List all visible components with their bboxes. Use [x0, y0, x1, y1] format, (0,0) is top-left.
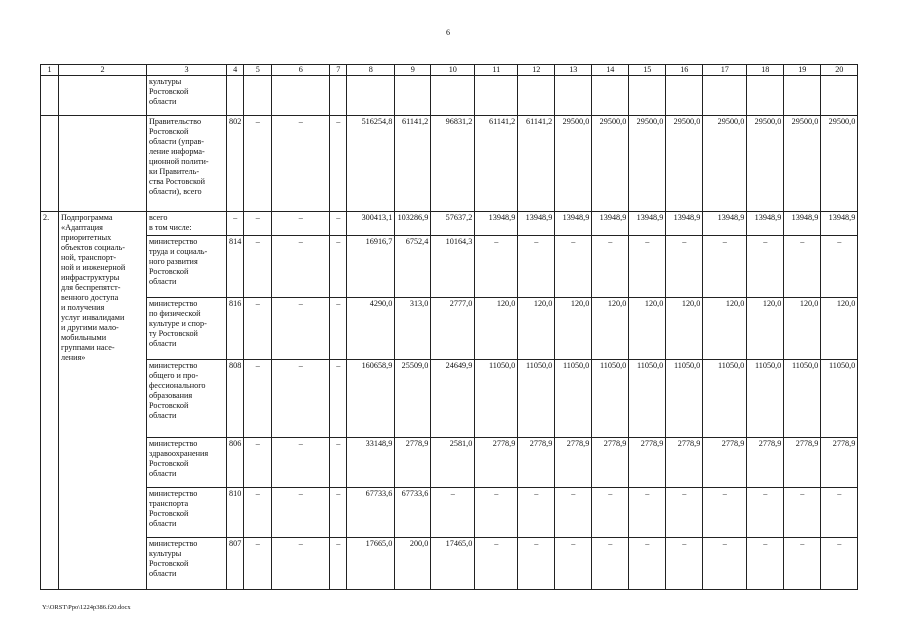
value-cell: 16916,7 — [347, 236, 395, 298]
executor-name: Правительство Ростовской области (управ- ление информа- ционной полити- ки Правитель- ства Ростовской области), всего — [147, 116, 227, 212]
value-cell: 29500,0 — [747, 116, 784, 212]
value-cell: 61141,2 — [395, 116, 431, 212]
value-cell — [555, 76, 592, 116]
value-cell: 33148,9 — [347, 438, 395, 488]
value-cell — [703, 76, 747, 116]
value-cell: – — [244, 298, 272, 360]
value-cell: 120,0 — [629, 298, 666, 360]
table-row — [41, 538, 858, 590]
footer-path: Y:\ORST\Ppo\1224p386.f20.docx — [42, 604, 131, 611]
value-cell: – — [475, 236, 518, 298]
value-cell: – — [555, 488, 592, 538]
value-cell — [330, 76, 347, 116]
column-number: 4 — [227, 65, 244, 76]
value-cell: – — [629, 488, 666, 538]
value-cell — [518, 76, 555, 116]
value-cell: – — [666, 236, 703, 298]
value-cell — [821, 76, 858, 116]
value-cell: 300413,1 — [347, 212, 395, 236]
value-cell: – — [272, 538, 330, 590]
value-cell: – — [272, 116, 330, 212]
column-number: 3 — [147, 65, 227, 76]
value-cell: – — [475, 538, 518, 590]
value-cell: – — [330, 360, 347, 438]
value-cell — [747, 76, 784, 116]
value-cell: – — [330, 236, 347, 298]
value-cell: 313,0 — [395, 298, 431, 360]
value-cell: 2778,9 — [475, 438, 518, 488]
value-cell: – — [821, 236, 858, 298]
value-cell: – — [272, 360, 330, 438]
value-cell — [431, 76, 475, 116]
value-cell: – — [592, 236, 629, 298]
value-cell — [784, 76, 821, 116]
value-cell: – — [330, 212, 347, 236]
value-cell: 29500,0 — [629, 116, 666, 212]
value-cell: 17465,0 — [431, 538, 475, 590]
value-cell: 2778,9 — [592, 438, 629, 488]
value-cell: 13948,9 — [518, 212, 555, 236]
value-cell: 120,0 — [518, 298, 555, 360]
executor-name: министерство транспорта Ростовской области — [147, 488, 227, 538]
value-cell: 29500,0 — [821, 116, 858, 212]
value-cell: – — [244, 538, 272, 590]
budget-code: 816 — [227, 298, 244, 360]
value-cell: 57637,2 — [431, 212, 475, 236]
column-number: 2 — [59, 65, 147, 76]
value-cell: – — [330, 488, 347, 538]
value-cell: 29500,0 — [555, 116, 592, 212]
value-cell: 67733,6 — [395, 488, 431, 538]
value-cell: 120,0 — [666, 298, 703, 360]
value-cell: – — [592, 538, 629, 590]
value-cell: – — [244, 116, 272, 212]
column-number: 11 — [475, 65, 518, 76]
value-cell: – — [747, 538, 784, 590]
value-cell: – — [747, 236, 784, 298]
value-cell: 96831,2 — [431, 116, 475, 212]
column-number: 17 — [703, 65, 747, 76]
column-number: 9 — [395, 65, 431, 76]
value-cell: 24649,9 — [431, 360, 475, 438]
value-cell: 103286,9 — [395, 212, 431, 236]
table-row — [41, 116, 858, 212]
value-cell: 200,0 — [395, 538, 431, 590]
value-cell: 120,0 — [747, 298, 784, 360]
value-cell: 13948,9 — [555, 212, 592, 236]
value-cell: – — [272, 212, 330, 236]
value-cell: – — [784, 538, 821, 590]
value-cell: – — [330, 298, 347, 360]
value-cell: – — [244, 360, 272, 438]
executor-name: министерство труда и социаль- ного развития Ростовской области — [147, 236, 227, 298]
value-cell: – — [330, 438, 347, 488]
value-cell: – — [518, 236, 555, 298]
value-cell: 11050,0 — [518, 360, 555, 438]
value-cell: – — [244, 236, 272, 298]
value-cell: – — [518, 488, 555, 538]
value-cell — [272, 76, 330, 116]
budget-table — [40, 64, 858, 590]
value-cell — [244, 76, 272, 116]
value-cell: 11050,0 — [703, 360, 747, 438]
value-cell: – — [272, 236, 330, 298]
value-cell: 120,0 — [703, 298, 747, 360]
value-cell: 2777,0 — [431, 298, 475, 360]
value-cell: – — [821, 538, 858, 590]
value-cell: – — [784, 488, 821, 538]
table-row — [41, 438, 858, 488]
value-cell: 120,0 — [555, 298, 592, 360]
value-cell: 2778,9 — [703, 438, 747, 488]
value-cell: 13948,9 — [629, 212, 666, 236]
column-number: 13 — [555, 65, 592, 76]
value-cell: 2778,9 — [555, 438, 592, 488]
column-number: 12 — [518, 65, 555, 76]
column-number: 16 — [666, 65, 703, 76]
program-name — [59, 116, 147, 212]
executor-name: министерство здравоохранения Ростовской области — [147, 438, 227, 488]
value-cell: 61141,2 — [475, 116, 518, 212]
program-name: Подпрограмма «Адаптация приоритетных объектов социаль- ной, транспорт- ной и инженерной инфраструктуры для беспрепятст- венного доступа и получения услуг инвалидами и другими мало- мобильными группами насе- ления» — [59, 212, 147, 590]
budget-code: 806 — [227, 438, 244, 488]
executor-name: культуры Ростовской области — [147, 76, 227, 116]
value-cell: – — [703, 538, 747, 590]
column-number: 20 — [821, 65, 858, 76]
column-number: 7 — [330, 65, 347, 76]
column-number: 5 — [244, 65, 272, 76]
value-cell — [475, 76, 518, 116]
value-cell: 2778,9 — [784, 438, 821, 488]
budget-code — [227, 76, 244, 116]
value-cell — [395, 76, 431, 116]
value-cell: 160658,9 — [347, 360, 395, 438]
budget-code: 808 — [227, 360, 244, 438]
value-cell: – — [330, 538, 347, 590]
value-cell: 2778,9 — [747, 438, 784, 488]
value-cell: – — [431, 488, 475, 538]
budget-code: 810 — [227, 488, 244, 538]
value-cell: – — [475, 488, 518, 538]
value-cell: – — [518, 538, 555, 590]
value-cell: 13948,9 — [666, 212, 703, 236]
value-cell: 11050,0 — [475, 360, 518, 438]
column-number: 18 — [747, 65, 784, 76]
value-cell: 13948,9 — [784, 212, 821, 236]
column-number: 1 — [41, 65, 59, 76]
value-cell: 2778,9 — [518, 438, 555, 488]
value-cell: 13948,9 — [592, 212, 629, 236]
value-cell: – — [330, 116, 347, 212]
value-cell: 29500,0 — [592, 116, 629, 212]
value-cell: – — [272, 298, 330, 360]
column-number: 15 — [629, 65, 666, 76]
table-row — [41, 360, 858, 438]
value-cell — [629, 76, 666, 116]
value-cell: 25509,0 — [395, 360, 431, 438]
value-cell: – — [784, 236, 821, 298]
value-cell: – — [703, 236, 747, 298]
value-cell: 516254,8 — [347, 116, 395, 212]
value-cell: 13948,9 — [747, 212, 784, 236]
value-cell: – — [272, 438, 330, 488]
row-number — [41, 76, 59, 116]
table-row — [41, 298, 858, 360]
table-row — [41, 212, 858, 236]
value-cell: 2778,9 — [821, 438, 858, 488]
value-cell: 11050,0 — [555, 360, 592, 438]
executor-name: министерство культуры Ростовской области — [147, 538, 227, 590]
value-cell: – — [666, 488, 703, 538]
column-number: 14 — [592, 65, 629, 76]
executor-name: министерство по физической культуре и спор- ту Ростовской области — [147, 298, 227, 360]
value-cell: – — [272, 488, 330, 538]
column-number: 19 — [784, 65, 821, 76]
value-cell: 6752,4 — [395, 236, 431, 298]
budget-code: 814 — [227, 236, 244, 298]
value-cell: 4290,0 — [347, 298, 395, 360]
value-cell: 2581,0 — [431, 438, 475, 488]
row-number — [41, 116, 59, 212]
value-cell: – — [244, 212, 272, 236]
value-cell: 10164,3 — [431, 236, 475, 298]
value-cell: 120,0 — [784, 298, 821, 360]
value-cell: – — [629, 538, 666, 590]
value-cell — [347, 76, 395, 116]
value-cell: – — [629, 236, 666, 298]
column-number: 10 — [431, 65, 475, 76]
value-cell: 2778,9 — [629, 438, 666, 488]
table-row — [41, 236, 858, 298]
value-cell: – — [821, 488, 858, 538]
value-cell: 11050,0 — [629, 360, 666, 438]
value-cell: 13948,9 — [821, 212, 858, 236]
value-cell: 29500,0 — [666, 116, 703, 212]
executor-name: министерство общего и про- фессионального образования Ростовской области — [147, 360, 227, 438]
value-cell: 11050,0 — [666, 360, 703, 438]
table-row — [41, 76, 858, 116]
budget-code: 802 — [227, 116, 244, 212]
value-cell: – — [747, 488, 784, 538]
value-cell: – — [244, 438, 272, 488]
value-cell: 13948,9 — [475, 212, 518, 236]
page-number: 6 — [446, 28, 450, 37]
program-name — [59, 76, 147, 116]
row-number: 2. — [41, 212, 59, 590]
value-cell: 29500,0 — [784, 116, 821, 212]
executor-name: всего в том числе: — [147, 212, 227, 236]
column-number: 8 — [347, 65, 395, 76]
value-cell: 17665,0 — [347, 538, 395, 590]
budget-code: – — [227, 212, 244, 236]
value-cell: 120,0 — [821, 298, 858, 360]
value-cell: 11050,0 — [821, 360, 858, 438]
value-cell: – — [592, 488, 629, 538]
value-cell: 11050,0 — [747, 360, 784, 438]
value-cell: 13948,9 — [703, 212, 747, 236]
value-cell: – — [555, 538, 592, 590]
value-cell: – — [244, 488, 272, 538]
value-cell: – — [666, 538, 703, 590]
value-cell: 67733,6 — [347, 488, 395, 538]
budget-code: 807 — [227, 538, 244, 590]
value-cell: 29500,0 — [703, 116, 747, 212]
value-cell: – — [555, 236, 592, 298]
value-cell: 120,0 — [475, 298, 518, 360]
value-cell: 120,0 — [592, 298, 629, 360]
column-number: 6 — [272, 65, 330, 76]
value-cell: 2778,9 — [395, 438, 431, 488]
value-cell — [592, 76, 629, 116]
value-cell: 11050,0 — [784, 360, 821, 438]
value-cell — [666, 76, 703, 116]
value-cell: – — [703, 488, 747, 538]
value-cell: 61141,2 — [518, 116, 555, 212]
header-row — [41, 65, 858, 76]
table-row — [41, 488, 858, 538]
value-cell: 2778,9 — [666, 438, 703, 488]
value-cell: 11050,0 — [592, 360, 629, 438]
